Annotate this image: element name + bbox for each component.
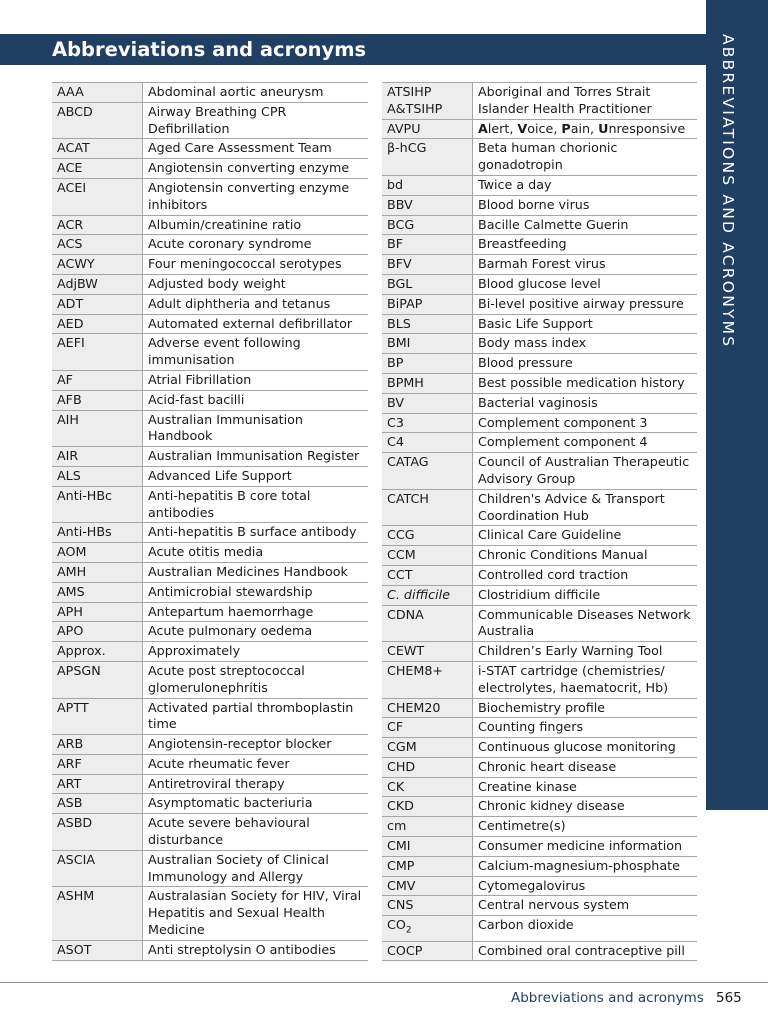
definition-cell: Carbon dioxide: [473, 916, 698, 941]
abbreviation-cell: Anti-HBs: [52, 523, 143, 543]
definition-cell: Anti streptolysin O antibodies: [143, 940, 369, 960]
definition-cell: Chronic Conditions Manual: [473, 546, 698, 566]
definition-cell: Advanced Life Support: [143, 466, 369, 486]
abbreviation-cell: CHEM20: [382, 698, 473, 718]
table-row: [52, 562, 368, 582]
abbreviation-cell: C. difficile: [382, 585, 473, 605]
definition-cell: Adult diphtheria and tetanus: [143, 294, 369, 314]
definition-cell: Angiotensin-receptor blocker: [143, 735, 369, 755]
table-row: [382, 738, 697, 758]
abbreviation-cell: CNS: [382, 896, 473, 916]
definition-cell: Cytomegalovirus: [473, 876, 698, 896]
abbreviation-cell: APH: [52, 602, 143, 622]
definition-cell: Twice a day: [473, 175, 698, 195]
table-row: [382, 119, 697, 139]
definition-cell: Continuous glucose monitoring: [473, 738, 698, 758]
definition-cell: Aboriginal and Torres Strait Islander Health Practitioner: [473, 83, 698, 120]
abbreviation-cell: BLS: [382, 314, 473, 334]
abbreviation-cell: BBV: [382, 195, 473, 215]
abbreviation-cell: APTT: [52, 698, 143, 735]
abbreviation-cell: BF: [382, 235, 473, 255]
table-row: [382, 175, 697, 195]
definition-cell: Bacille Calmette Guerin: [473, 215, 698, 235]
abbreviation-cell: ADT: [52, 294, 143, 314]
definition-cell: Controlled cord traction: [473, 565, 698, 585]
abbreviation-cell: APO: [52, 622, 143, 642]
table-row: [382, 718, 697, 738]
abbreviation-cell: BP: [382, 354, 473, 374]
definition-cell: Australasian Society for HIV, Viral Hepatitis and Sexual Health Medicine: [143, 887, 369, 940]
table-row: [382, 856, 697, 876]
definition-cell: Australian Immunisation Register: [143, 447, 369, 467]
abbreviation-cell: CCT: [382, 565, 473, 585]
abbreviation-cell: BFV: [382, 255, 473, 275]
abbreviation-cell: CF: [382, 718, 473, 738]
abbreviations-table-left: [52, 82, 368, 961]
definition-cell: Adverse event following immunisation: [143, 334, 369, 371]
abbreviation-cell: CDNA: [382, 605, 473, 642]
table-row: [52, 543, 368, 563]
definition-cell: Australian Society of Clinical Immunology and Allergy: [143, 850, 369, 887]
table-row: [382, 797, 697, 817]
abbreviation-cell: BPMH: [382, 373, 473, 393]
abbreviation-cell: BV: [382, 393, 473, 413]
abbreviation-cell: CK: [382, 777, 473, 797]
definition-cell: Activated partial thromboplastin time: [143, 698, 369, 735]
definition-cell: Alert, Voice, Pain, Unresponsive: [473, 119, 698, 139]
table-row: [52, 314, 368, 334]
definition-cell: Clostridium difficile: [473, 585, 698, 605]
abbreviation-cell: cm: [382, 817, 473, 837]
abbreviations-table-right: [382, 82, 697, 961]
abbreviation-cell: AIR: [52, 447, 143, 467]
definition-cell: Approximately: [143, 642, 369, 662]
abbreviation-cell: APSGN: [52, 661, 143, 698]
definition-cell: Combined oral contraceptive pill: [473, 941, 698, 961]
definition-cell: Angiotensin converting enzyme inhibitors: [143, 178, 369, 215]
abbreviation-cell: ARF: [52, 754, 143, 774]
definition-cell: Automated external defibrillator: [143, 314, 369, 334]
definition-cell: Angiotensin converting enzyme: [143, 159, 369, 179]
definition-cell: Four meningococcal serotypes: [143, 255, 369, 275]
title-bar: [0, 34, 706, 65]
abbreviation-cell: ACS: [52, 235, 143, 255]
definition-cell: Acute rheumatic fever: [143, 754, 369, 774]
table-row: [52, 159, 368, 179]
table-row: [382, 433, 697, 453]
table-row: [52, 274, 368, 294]
definition-cell: Body mass index: [473, 334, 698, 354]
definition-cell: Abdominal aortic aneurysm: [143, 83, 369, 103]
definition-cell: Australian Medicines Handbook: [143, 562, 369, 582]
definition-cell: Adjusted body weight: [143, 274, 369, 294]
definition-cell: Anti-hepatitis B surface antibody: [143, 523, 369, 543]
definition-cell: Children's Advice & Transport Coordination Hub: [473, 489, 698, 526]
abbreviation-cell: ASBD: [52, 814, 143, 851]
definition-cell: Counting fingers: [473, 718, 698, 738]
table-row: [52, 410, 368, 447]
table-row: [52, 940, 368, 960]
abbreviation-cell: CHD: [382, 757, 473, 777]
table-row: [382, 373, 697, 393]
table-row: [52, 139, 368, 159]
abbreviation-cell: ACEI: [52, 178, 143, 215]
side-section-tab: [706, 0, 768, 810]
table-row: [382, 876, 697, 896]
definition-cell: Aged Care Assessment Team: [143, 139, 369, 159]
definition-cell: Acute otitis media: [143, 543, 369, 563]
table-row: [52, 235, 368, 255]
definition-cell: Calcium-magnesium-phosphate: [473, 856, 698, 876]
definition-cell: Australian Immunisation Handbook: [143, 410, 369, 447]
abbreviation-cell: AED: [52, 314, 143, 334]
table-row: [382, 896, 697, 916]
definition-cell: i-STAT cartridge (chemistries/ electrolytes, haematocrit, Hb): [473, 661, 698, 698]
table-row: [52, 370, 368, 390]
definition-cell: Best possible medication history: [473, 373, 698, 393]
abbreviation-cell: $CO_2$: [382, 916, 473, 941]
abbreviation-cell: BCG: [382, 215, 473, 235]
definition-cell: Communicable Diseases Network Australia: [473, 605, 698, 642]
table-row: [382, 489, 697, 526]
table-row: [52, 735, 368, 755]
table-row: [52, 447, 368, 467]
table-row: [52, 887, 368, 940]
definition-cell: Council of Australian Therapeutic Advisory Group: [473, 453, 698, 490]
table-row: [382, 274, 697, 294]
table-row: [382, 294, 697, 314]
table-row: [382, 314, 697, 334]
definition-cell: Blood pressure: [473, 354, 698, 374]
table-row: [52, 794, 368, 814]
abbreviation-cell: β-hCG: [382, 139, 473, 176]
definition-cell: Children’s Early Warning Tool: [473, 642, 698, 662]
abbreviation-cell: AMH: [52, 562, 143, 582]
abbreviation-cell: BGL: [382, 274, 473, 294]
abbreviation-cell: Anti-HBc: [52, 486, 143, 523]
abbreviation-cell: ASCIA: [52, 850, 143, 887]
table-row: [52, 255, 368, 275]
abbreviation-cell: AVPU: [382, 119, 473, 139]
table-row: [382, 255, 697, 275]
definition-cell: Anti-hepatitis B core total antibodies: [143, 486, 369, 523]
table-row: [382, 698, 697, 718]
table-row: [52, 698, 368, 735]
definition-cell: Creatine kinase: [473, 777, 698, 797]
table-row: [52, 754, 368, 774]
abbreviations-column-left: [52, 82, 368, 961]
table-row: [382, 941, 697, 961]
definition-cell: Acute post streptococcal glomerulonephritis: [143, 661, 369, 698]
table-row: [382, 413, 697, 433]
table-row: [382, 585, 697, 605]
definition-cell: Blood borne virus: [473, 195, 698, 215]
definition-cell: Acute pulmonary oedema: [143, 622, 369, 642]
page-number: 565: [716, 990, 742, 1006]
abbreviation-cell: CCM: [382, 546, 473, 566]
abbreviation-cell: CATCH: [382, 489, 473, 526]
table-row: [52, 466, 368, 486]
page-title: Abbreviations and acronyms: [52, 38, 367, 61]
table-row: [382, 546, 697, 566]
definition-cell: Bi-level positive airway pressure: [473, 294, 698, 314]
abbreviation-cell: BiPAP: [382, 294, 473, 314]
table-row: [382, 354, 697, 374]
definition-cell: Consumer medicine information: [473, 837, 698, 857]
abbreviation-cell: ACWY: [52, 255, 143, 275]
table-row: [52, 215, 368, 235]
table-row: [52, 294, 368, 314]
footer-section-title: Abbreviations and acronyms: [511, 990, 704, 1006]
definition-cell: Barmah Forest virus: [473, 255, 698, 275]
abbreviation-cell: AFB: [52, 390, 143, 410]
definition-cell: Chronic heart disease: [473, 757, 698, 777]
abbreviation-cell: ALS: [52, 466, 143, 486]
table-row: [382, 837, 697, 857]
definition-cell: Antiretroviral therapy: [143, 774, 369, 794]
definition-cell: Complement component 4: [473, 433, 698, 453]
definition-cell: Centimetre(s): [473, 817, 698, 837]
definition-cell: Breastfeeding: [473, 235, 698, 255]
abbreviation-cell: bd: [382, 175, 473, 195]
abbreviation-cell: ART: [52, 774, 143, 794]
table-row: [52, 83, 368, 103]
table-row: [382, 393, 697, 413]
definition-cell: Acid-fast bacilli: [143, 390, 369, 410]
abbreviation-cell: AIH: [52, 410, 143, 447]
table-row: [52, 661, 368, 698]
table-row: [382, 195, 697, 215]
table-row: [52, 390, 368, 410]
abbreviation-cell: ACE: [52, 159, 143, 179]
table-row: [52, 850, 368, 887]
definition-cell: Asymptomatic bacteriuria: [143, 794, 369, 814]
definition-cell: Acute severe behavioural disturbance: [143, 814, 369, 851]
abbreviations-column-right: [382, 82, 697, 961]
abbreviation-cell: BMI: [382, 334, 473, 354]
definition-cell: Biochemistry profile: [473, 698, 698, 718]
definition-cell: Clinical Care Guideline: [473, 526, 698, 546]
abbreviation-cell: CKD: [382, 797, 473, 817]
abbreviation-cell: AMS: [52, 582, 143, 602]
table-row: [382, 453, 697, 490]
abbreviation-cell: AdjBW: [52, 274, 143, 294]
abbreviation-cell: Approx.: [52, 642, 143, 662]
abbreviation-cell: CMV: [382, 876, 473, 896]
table-row: [52, 582, 368, 602]
abbreviation-cell: COCP: [382, 941, 473, 961]
table-row: [382, 215, 697, 235]
abbreviation-cell: CMP: [382, 856, 473, 876]
footer-rule: [0, 982, 768, 983]
definition-cell: Antepartum haemorrhage: [143, 602, 369, 622]
abbreviation-cell: C4: [382, 433, 473, 453]
table-row: [52, 602, 368, 622]
table-row: [382, 916, 697, 941]
table-body-left: [52, 83, 368, 961]
table-row: [382, 83, 697, 120]
abbreviation-cell: ASOT: [52, 940, 143, 960]
abbreviation-cell: AOM: [52, 543, 143, 563]
abbreviation-cell: CGM: [382, 738, 473, 758]
abbreviation-cell: CMI: [382, 837, 473, 857]
table-row: [382, 526, 697, 546]
abbreviation-cell: CCG: [382, 526, 473, 546]
table-row: [52, 523, 368, 543]
table-row: [52, 334, 368, 371]
abbreviation-cell: CHEM8+: [382, 661, 473, 698]
definition-cell: Central nervous system: [473, 896, 698, 916]
abbreviation-cell: ABCD: [52, 102, 143, 139]
abbreviation-cell: AF: [52, 370, 143, 390]
definition-cell: Atrial Fibrillation: [143, 370, 369, 390]
definition-cell: Blood glucose level: [473, 274, 698, 294]
abbreviation-cell: ASHM: [52, 887, 143, 940]
definition-cell: Chronic kidney disease: [473, 797, 698, 817]
table-body-right: [382, 83, 697, 961]
definition-cell: Beta human chorionic gonadotropin: [473, 139, 698, 176]
table-row: [52, 486, 368, 523]
table-row: [382, 235, 697, 255]
table-row: [52, 774, 368, 794]
table-row: [382, 642, 697, 662]
abbreviation-cell: ATSIHP A&TSIHP: [382, 83, 473, 120]
abbreviation-cell: ACAT: [52, 139, 143, 159]
table-row: [382, 605, 697, 642]
table-row: [382, 139, 697, 176]
table-row: [52, 622, 368, 642]
abbreviation-cell: C3: [382, 413, 473, 433]
table-row: [382, 334, 697, 354]
abbreviation-cell: CEWT: [382, 642, 473, 662]
definition-cell: Acute coronary syndrome: [143, 235, 369, 255]
definition-cell: Basic Life Support: [473, 314, 698, 334]
abbreviation-cell: AAA: [52, 83, 143, 103]
side-section-label: ABBREVIATIONS AND ACRONYMS: [719, 34, 737, 349]
definition-cell: Albumin/creatinine ratio: [143, 215, 369, 235]
table-row: [52, 178, 368, 215]
abbreviation-cell: ARB: [52, 735, 143, 755]
table-row: [382, 757, 697, 777]
table-row: [382, 777, 697, 797]
table-row: [52, 642, 368, 662]
definition-cell: Airway Breathing CPR Defibrillation: [143, 102, 369, 139]
definition-cell: Bacterial vaginosis: [473, 393, 698, 413]
table-row: [382, 565, 697, 585]
abbreviation-cell: ASB: [52, 794, 143, 814]
table-row: [52, 102, 368, 139]
table-row: [382, 661, 697, 698]
table-row: [382, 817, 697, 837]
abbreviation-cell: ACR: [52, 215, 143, 235]
abbreviation-cell: CATAG: [382, 453, 473, 490]
abbreviation-cell: AEFI: [52, 334, 143, 371]
table-row: [52, 814, 368, 851]
definition-cell: Complement component 3: [473, 413, 698, 433]
definition-cell: Antimicrobial stewardship: [143, 582, 369, 602]
